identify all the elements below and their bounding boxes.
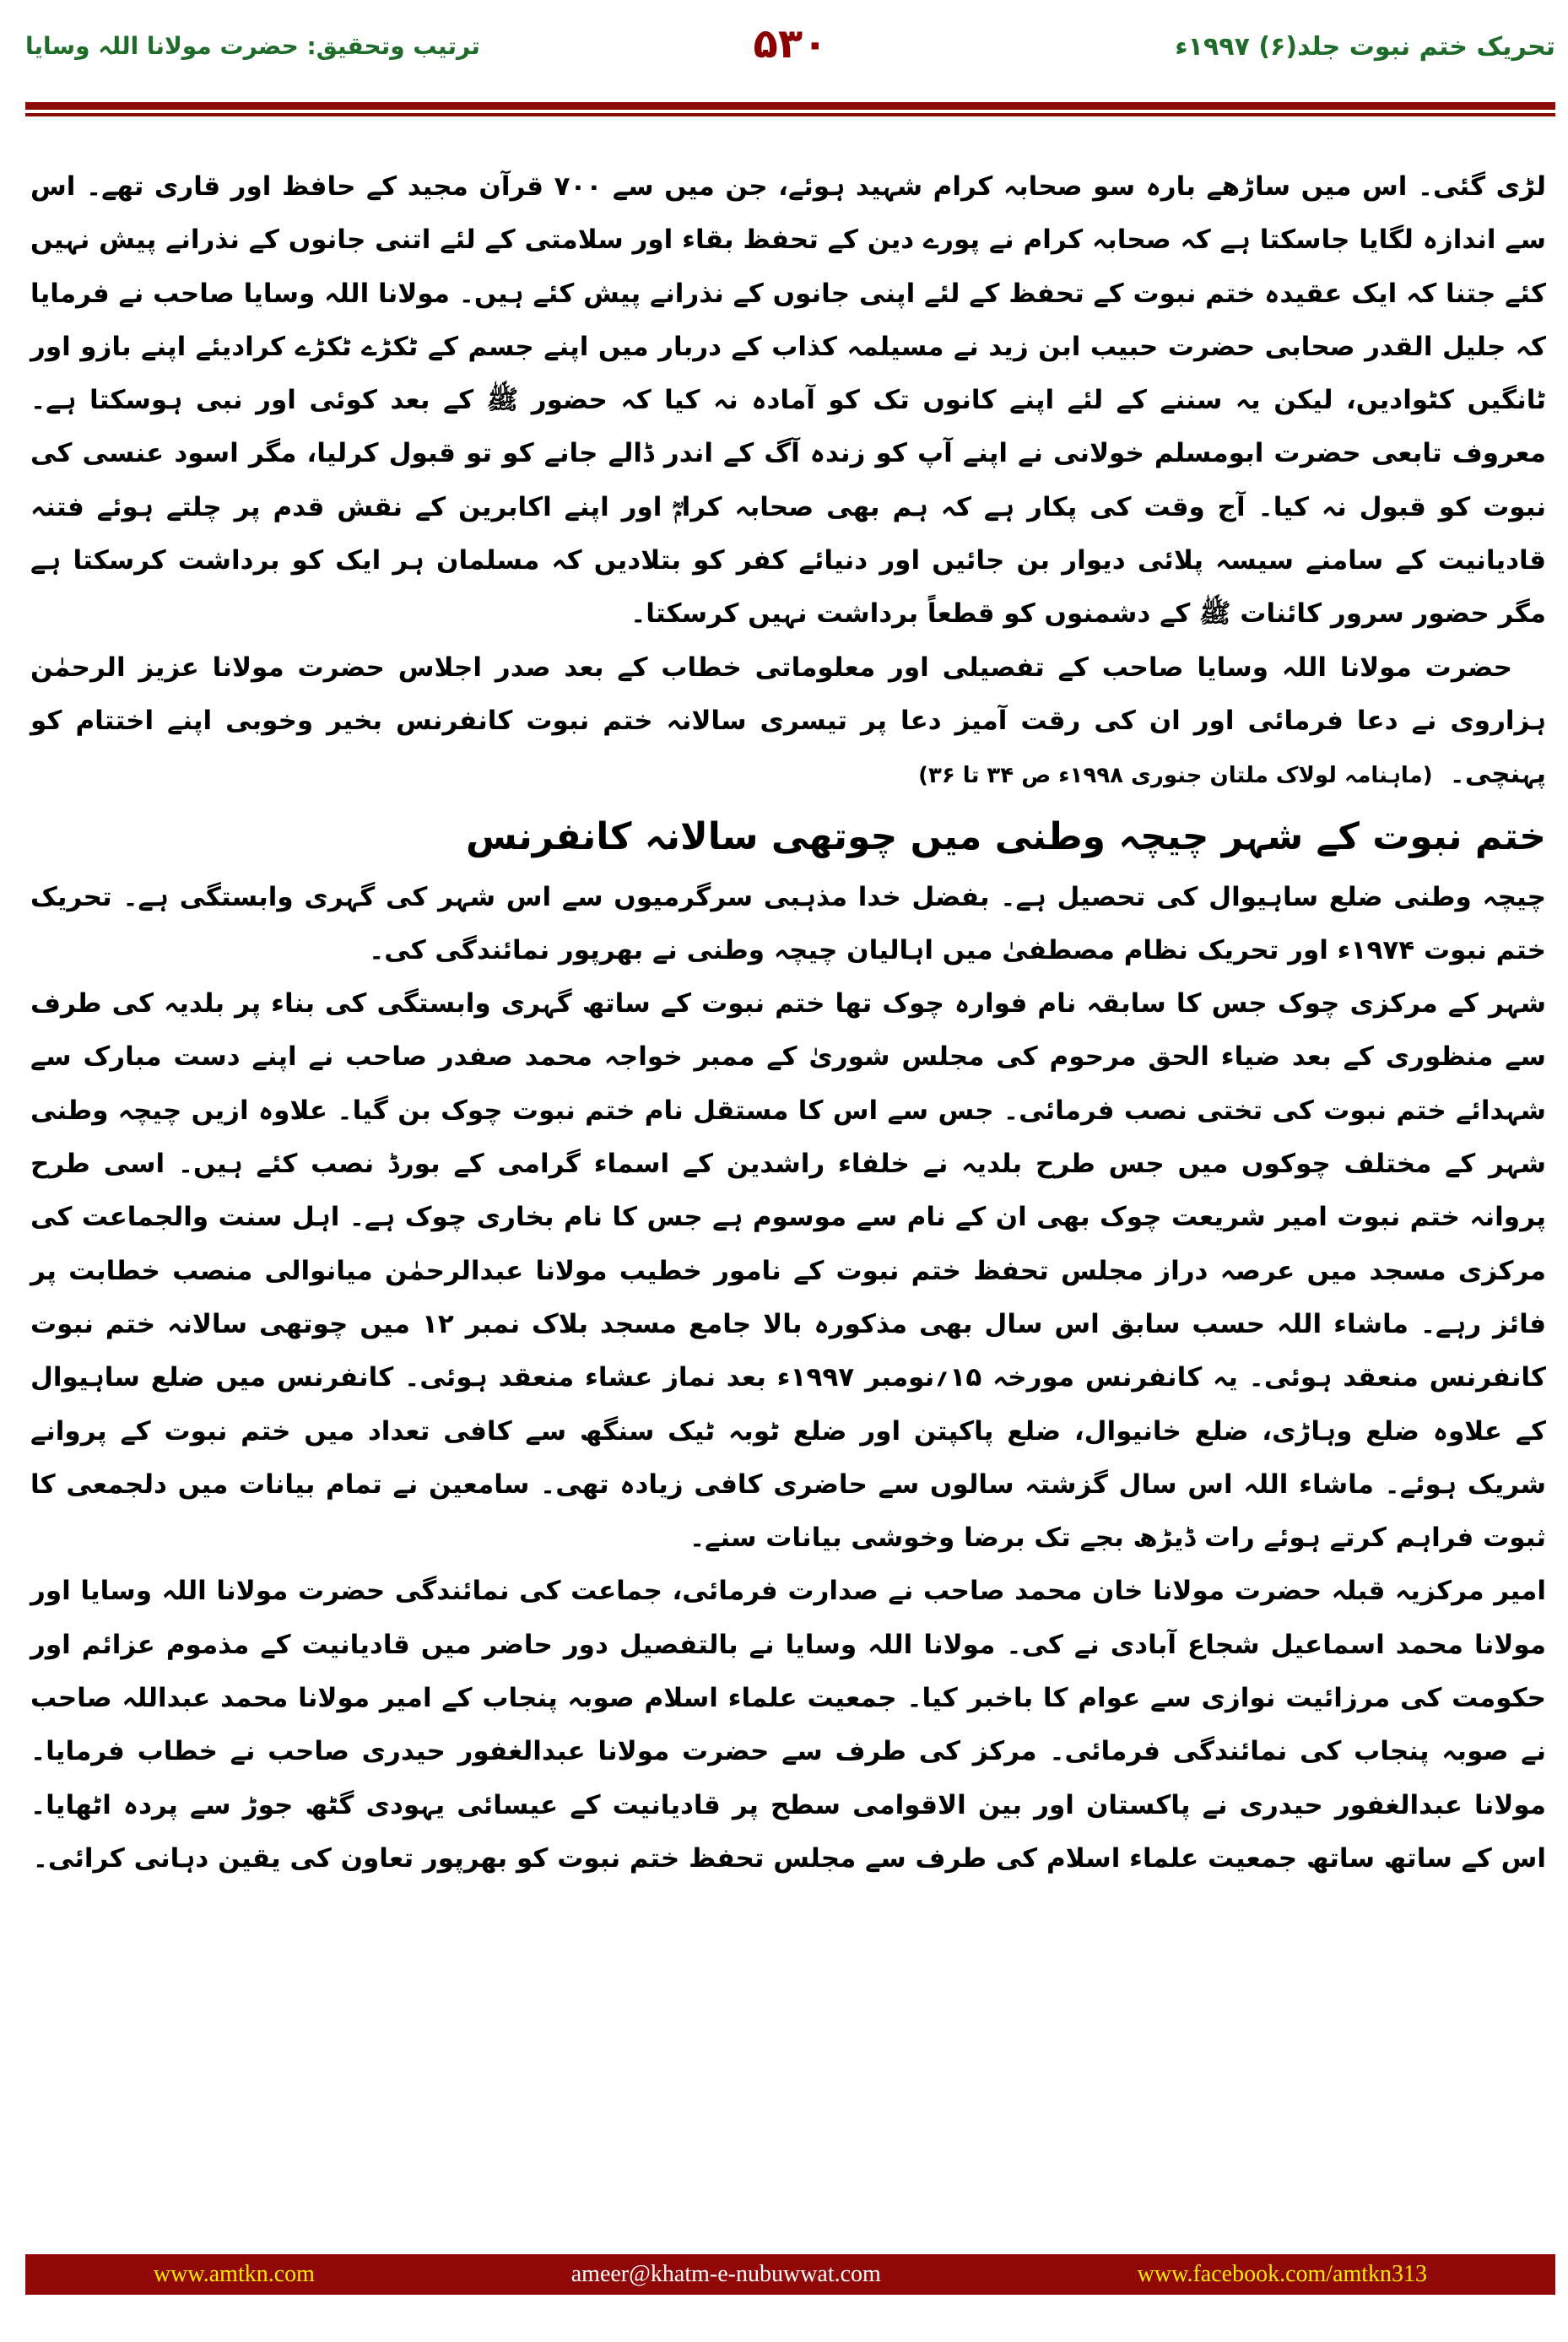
website-link[interactable]: www.amtkn.com <box>153 2261 315 2287</box>
page-body <box>30 160 1546 1885</box>
section-heading: ختم نبوت کے شہر چیچہ وطنی میں چوتھی سالانہ کانفرنس <box>466 814 1546 858</box>
header-rule-thick <box>25 102 1555 110</box>
paragraph: امیر مرکزیہ قبلہ حضرت مولانا خان محمد صاحب نے صدارت فرمائی، جماعت کی نمائندگی حضرت مولانا اللہ وسایا اور مولانا محمد اسماعیل شجاع آبادی نے کی۔ مولانا اللہ وسایا نے بالتفصیل دور حاضر میں قادیانیت کے مذموم عزائم اور حکومت کی مرزائیت نوازی سے عوام کا باخبر کیا۔ جمعیت علماء اسلام صوبہ پنجاب کے امیر مولانا محمد عبداللہ صاحب نے صوبہ پنجاب کی نمائندگی فرمائی۔ مرکز کی طرف سے حضرت مولانا عبدالغفور حیدری صاحب نے خطاب فرمایا۔ مولانا عبدالغفور حیدری نے پاکستان اور بین الاقوامی سطح پر قادیانیت کے عیسائی یہودی گٹھ جوڑ سے پردہ اٹھایا۔ اس کے ساتھ ساتھ جمعیت علماء اسلام کی طرف سے مجلس تحفظ ختم نبوت کو بھرپور تعاون کی یقین دہانی کرائی۔ <box>30 1576 1546 1874</box>
paragraph-text: حضرت مولانا اللہ وسایا صاحب کے تفصیلی اور معلوماتی خطاب کے بعد صدر اجلاس حضرت مولانا عزیز الرحمٰن ہزاروی نے دعا فرمائی اور ان کی رقت آمیز دعا پر تیسری سالانہ ختم نبوت کانفرنس بخیر وخوبی اپنے اختتام کو پہنچی۔ <box>30 652 1546 790</box>
facebook-link[interactable]: www.facebook.com/amtkn313 <box>1137 2261 1428 2287</box>
book-title: تحریک ختم نبوت جلد(۶) ۱۹۹۷ء <box>1175 32 1555 62</box>
compiler-credit: ترتیب وتحقیق: حضرت مولانا اللہ وسایا <box>25 32 480 60</box>
email-link[interactable]: ameer@khatm-e-nubuwwat.com <box>570 2261 881 2287</box>
paragraph: لڑی گئی۔ اس میں ساڑھے بارہ سو صحابہ کرام شہید ہوئے، جن میں سے ۷۰۰ قرآن مجید کے حافظ اور قاری تھے۔ اس سے اندازہ لگایا جاسکتا ہے کہ صحابہ کرام نے پورے دین کے تحفظ بقاء اور سلامتی کے لئے اتنی جانوں کے نذرانے پیش نہیں کئے جتنا کہ ایک عقیدہ ختم نبوت کے تحفظ کے لئے اپنی جانوں کے نذرانے پیش کئے ہیں۔ مولانا اللہ وسایا صاحب نے فرمایا کہ جلیل القدر صحابی حضرت حبیب ابن زید نے مسیلمہ کذاب کے دربار میں اپنے جسم کے ٹکڑے ٹکڑے کرادیئے اپنے بازو اور ٹانگیں کٹوادیں، لیکن یہ سننے کے لئے اپنے کانوں تک کو آمادہ نہ کیا کہ حضور ﷺ کے بعد کوئی اور نبی ہوسکتا ہے۔ معروف تابعی حضرت ابومسلم خولانی نے اپنے آپ کو زندہ آگ کے اندر ڈالے جانے کو تو قبول کرلیا، مگر اسود عنسی کی نبوت کو قبول نہ کیا۔ آج وقت کی پکار ہے کہ ہم بھی صحابہ کرامؓ اور اپنے اکابرین کے نقش قدم پر چلتے ہوئے فتنہ قادیانیت کے سامنے سیسہ پلائی دیوار بن جائیں اور دنیائے کفر کو بتلادیں کہ مسلمان ہر ایک کو برداشت کرسکتا ہے مگر حضور سرور کائنات ﷺ کے دشمنوں کو قطعاً برداشت نہیں کرسکتا۔ <box>30 171 1546 630</box>
page-footer <box>25 2254 1555 2295</box>
citation: (ماہنامہ لولاک ملتان جنوری ۱۹۹۸ء ص ۳۴ تا ۳۶) <box>918 763 1433 789</box>
page-number: ۵۳۰ <box>753 20 828 68</box>
paragraph <box>30 641 1546 803</box>
paragraph: چیچہ وطنی ضلع ساہیوال کی تحصیل ہے۔ بفضل خدا مذہبی سرگرمیوں سے اس شہر کی گہری وابستگی ہے۔ تحریک ختم نبوت ۱۹۷۴ء اور تحریک نظام مصطفیٰ میں اہالیان چیچہ وطنی نے بھرپور نمائندگی کی۔ <box>30 881 1546 965</box>
header-rule-thin <box>25 113 1555 116</box>
page-header <box>25 17 1555 84</box>
paragraph: شہر کے مرکزی چوک جس کا سابقہ نام فوارہ چوک تھا ختم نبوت کے ساتھ گہری وابستگی کی بناء پر بلدیہ کی طرف سے منظوری کے بعد ضیاء الحق مرحوم کی مجلس شوریٰ کے ممبر خواجہ محمد صفدر صاحب نے اپنے دست مبارک سے شہدائے ختم نبوت کی تختی نصب فرمائی۔ جس سے اس کا مستقل نام ختم نبوت چوک بن گیا۔ علاوہ ازیں چیچہ وطنی شہر کے مختلف چوکوں میں جس طرح بلدیہ نے خلفاء راشدین کے اسماء گرامی کے بورڈ نصب کئے ہیں۔ اسی طرح پروانہ ختم نبوت امیر شریعت چوک بھی ان کے نام سے موسوم ہے جس کا نام بخاری چوک ہے۔ اہل سنت والجماعت کی مرکزی مسجد میں عرصہ دراز مجلس تحفظ ختم نبوت کے نامور خطیب مولانا عبدالرحمٰن میانوالی منصب خطابت پر فائز رہے۔ ماشاء اللہ حسب سابق اس سال بھی مذکورہ بالا جامع مسجد بلاک نمبر ۱۲ میں چوتھی سالانہ ختم نبوت کانفرنس منعقد ہوئی۔ یہ کانفرنس مورخہ ۱۵؍نومبر ۱۹۹۷ء بعد نماز عشاء منعقد ہوئی۔ کانفرنس میں ضلع ساہیوال کے علاوہ ضلع وہاڑی، ضلع خانیوال، ضلع پاکپتن اور ضلع ٹوبہ ٹیک سنگھ سے کافی تعداد میں ختم نبوت کے پروانے شریک ہوئے۔ ماشاء اللہ اس سال گزشتہ سالوں سے حاضری کافی زیادہ تھی۔ سامعین نے تمام بیانات میں دلجمعی کا ثبوت فراہم کرتے ہوئے رات ڈیڑھ بجے تک برضا وخوشی بیانات سنے۔ <box>30 988 1547 1554</box>
